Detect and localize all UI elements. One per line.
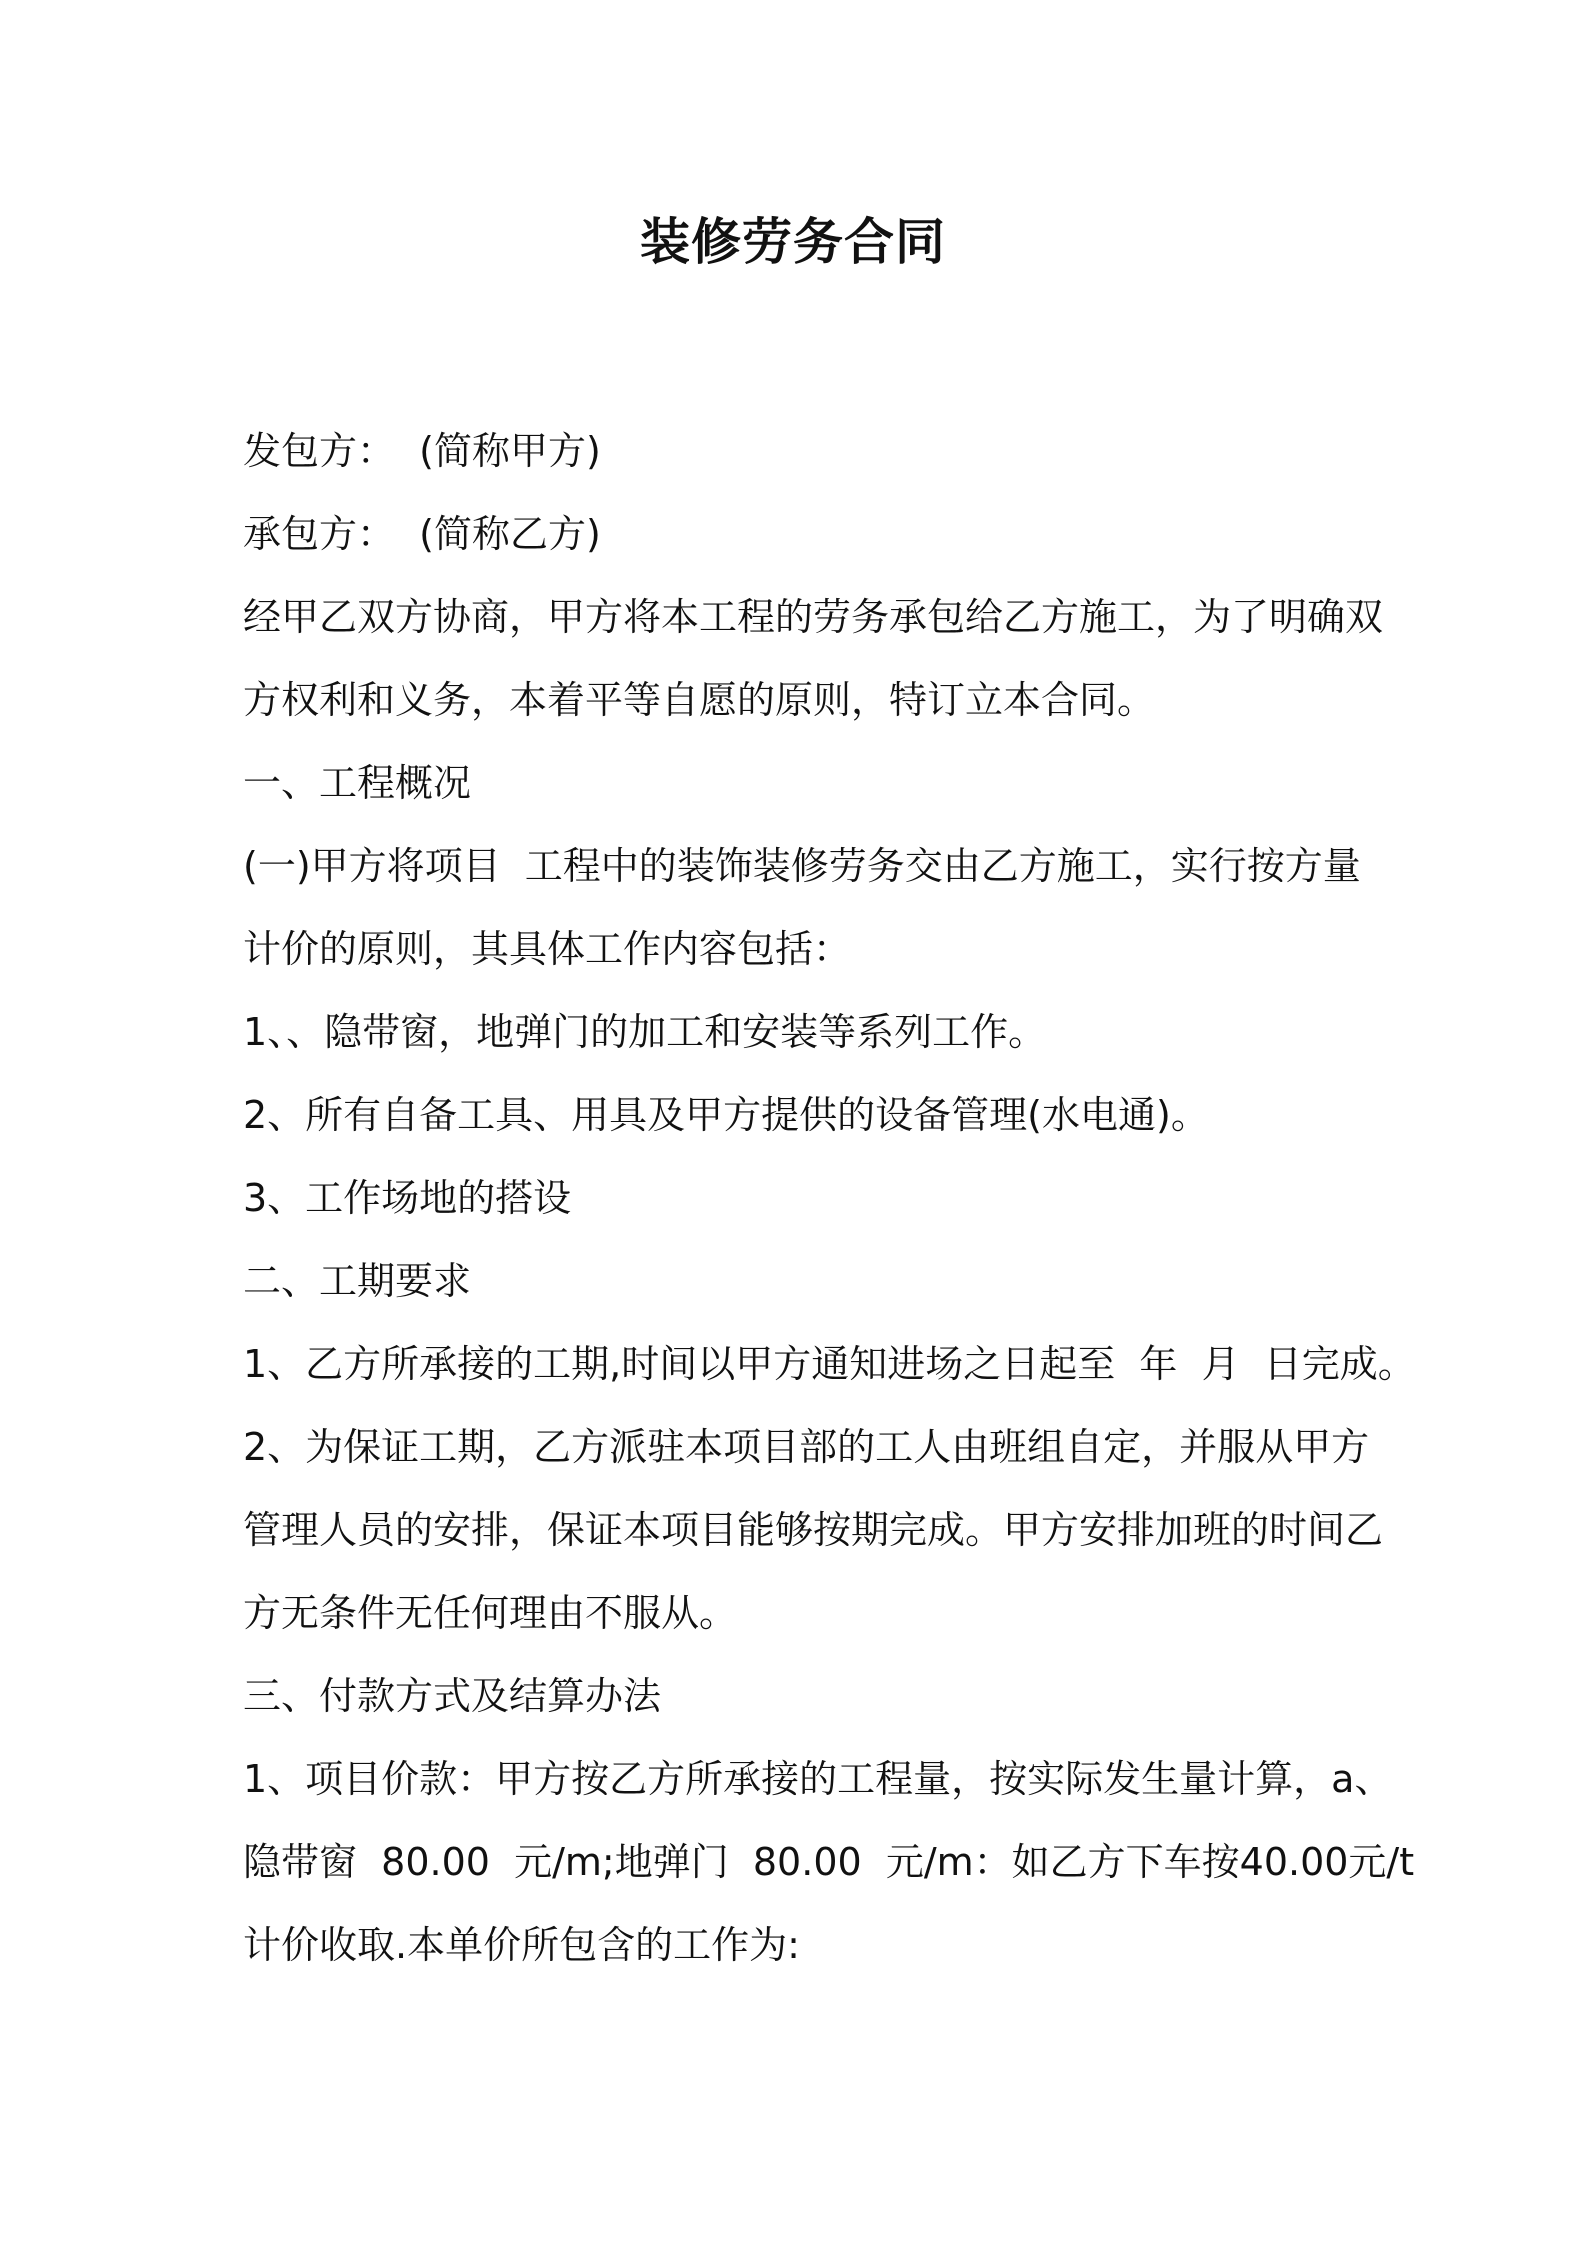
paragraph-line: 管理人员的安排，保证本项目能够按期完成。甲方安排加班的时间乙 (243, 1508, 1384, 1552)
list-item: 3、工作场地的搭设 (243, 1176, 572, 1220)
intro-paragraph-line: 方权利和义务，本着平等自愿的原则，特订立本合同。 (243, 678, 1156, 722)
document-body (243, 410, 1416, 1987)
paragraph-line: (一)甲方将项目 工程中的装饰装修劳务交由乙方施工，实行按方量 (243, 844, 1361, 888)
section-heading-payment: 三、付款方式及结算办法 (243, 1674, 662, 1718)
paragraph-line: 计价收取.本单价所包含的工作为: (243, 1923, 800, 1967)
paragraph-line: 计价的原则，其具体工作内容包括： (243, 927, 852, 971)
section-heading-project-overview: 一、工程概况 (243, 761, 472, 805)
intro-paragraph-line: 经甲乙双方协商，甲方将本工程的劳务承包给乙方施工，为了明确双 (243, 595, 1384, 639)
list-item: 1、乙方所承接的工期,时间以甲方通知进场之日起至 年 月 日完成。 (243, 1342, 1416, 1386)
paragraph-line: 隐带窗 80.00 元/m;地弹门 80.00 元/m：如乙方下车按40.00元/t (243, 1840, 1415, 1884)
list-item: 2、所有自备工具、用具及甲方提供的设备管理(水电通)。 (243, 1093, 1209, 1137)
list-item: 1、项目价款：甲方按乙方所承接的工程量，按实际发生量计算，a、 (243, 1757, 1393, 1801)
list-item: 2、为保证工期，乙方派驻本项目部的工人由班组自定，并服从甲方 (243, 1425, 1370, 1469)
party-b-line: 承包方： (简称乙方) (243, 512, 601, 556)
document-title: 装修劳务合同 (640, 213, 946, 271)
party-a-line: 发包方： (简称甲方) (243, 429, 601, 473)
section-heading-schedule: 二、工期要求 (243, 1259, 472, 1303)
paragraph-line: 方无条件无任何理由不服从。 (243, 1591, 738, 1635)
list-item: 1、、隐带窗，地弹门的加工和安装等系列工作。 (243, 1010, 1047, 1054)
